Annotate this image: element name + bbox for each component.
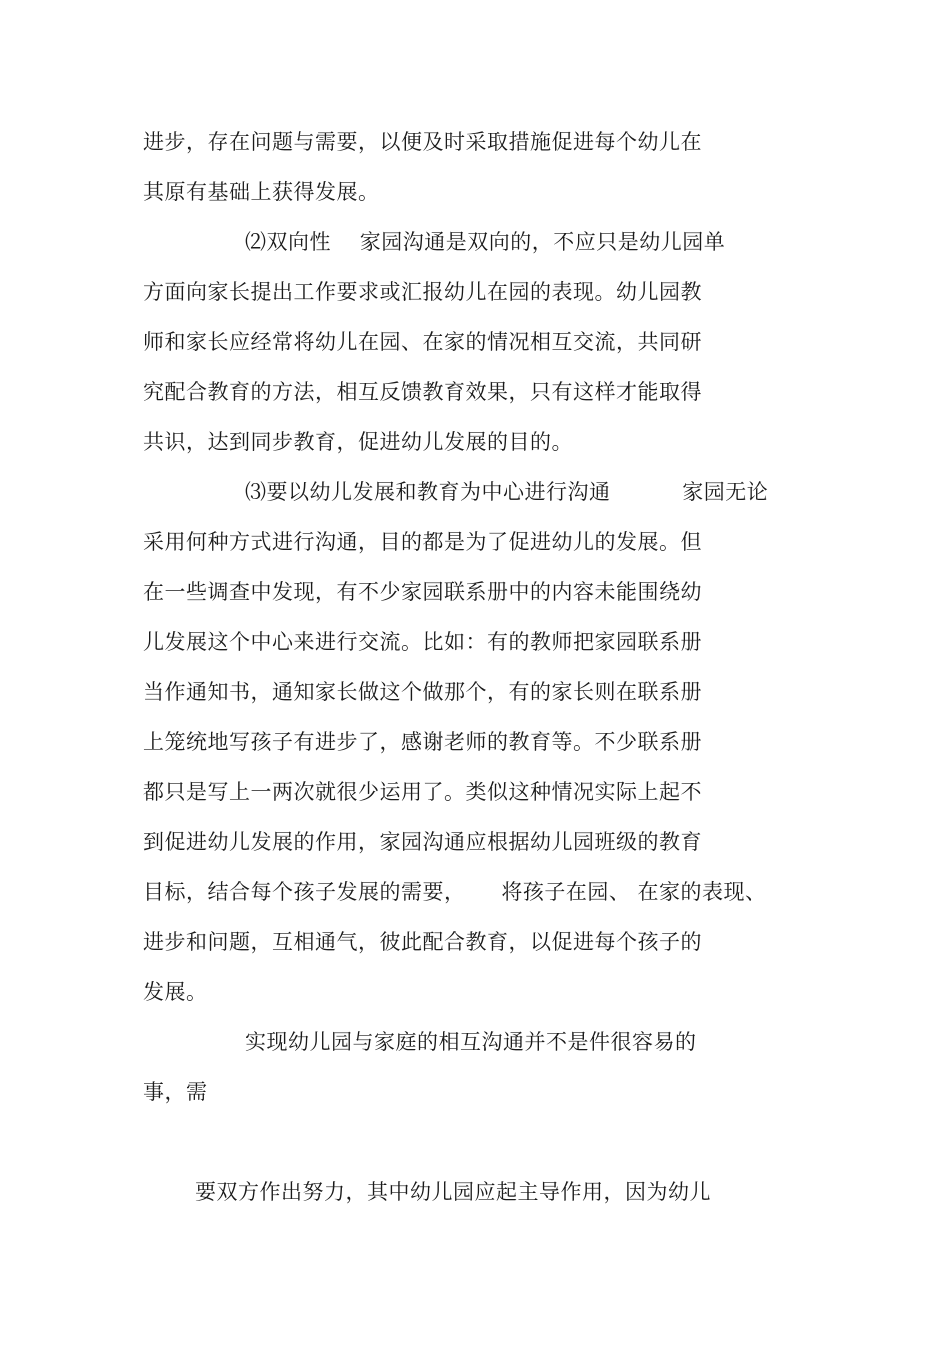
paragraph-line: 儿发展这个中心来进行交流。比如：有的教师把家园联系册	[143, 630, 702, 654]
paragraph-line: 方面向家长提出工作要求或汇报幼儿在园的表现。幼儿园教	[143, 280, 702, 304]
paragraph-line: 事，需	[143, 1080, 208, 1104]
paragraph-line: 究配合教育的方法，相互反馈教育效果，只有这样才能取得	[143, 380, 702, 404]
paragraph-line: 进步，存在问题与需要，以便及时采取措施促进每个幼儿在	[143, 130, 702, 154]
paragraph-line: 都只是写上一两次就很少运用了。类似这种情况实际上起不	[143, 780, 702, 804]
paragraph-line: 到促进幼儿发展的作用，家园沟通应根据幼儿园班级的教育	[143, 830, 702, 854]
paragraph-line: ⑶要以幼儿发展和教育为中心进行沟通 家园无论	[245, 480, 769, 504]
paragraph-line: 目标，结合每个孩子发展的需要， 将孩子在园、 在家的表现、	[143, 880, 767, 904]
paragraph-line: 采用何种方式进行沟通，目的都是为了促进幼儿的发展。但	[143, 530, 702, 554]
paragraph-line: 师和家长应经常将幼儿在园、在家的情况相互交流，共同研	[143, 330, 702, 354]
paragraph-line: ⑵双向性 家园沟通是双向的，不应只是幼儿园单	[245, 230, 726, 254]
paragraph-line: 当作通知书，通知家长做这个做那个，有的家长则在联系册	[143, 680, 702, 704]
paragraph-line: 要双方作出努力，其中幼儿园应起主导作用，因为幼儿	[195, 1180, 711, 1204]
paragraph-line: 发展。	[143, 980, 208, 1004]
paragraph-line: 上笼统地写孩子有进步了，感谢老师的教育等。不少联系册	[143, 730, 702, 754]
paragraph-line: 其原有基础上获得发展。	[143, 180, 380, 204]
paragraph-line: 实现幼儿园与家庭的相互沟通并不是件很容易的	[245, 1030, 697, 1054]
paragraph-line: 共识，达到同步教育，促进幼儿发展的目的。	[143, 430, 573, 454]
paragraph-line: 进步和问题，互相通气，彼此配合教育，以促进每个孩子的	[143, 930, 702, 954]
paragraph-line: 在一些调查中发现，有不少家园联系册中的内容未能围绕幼	[143, 580, 702, 604]
